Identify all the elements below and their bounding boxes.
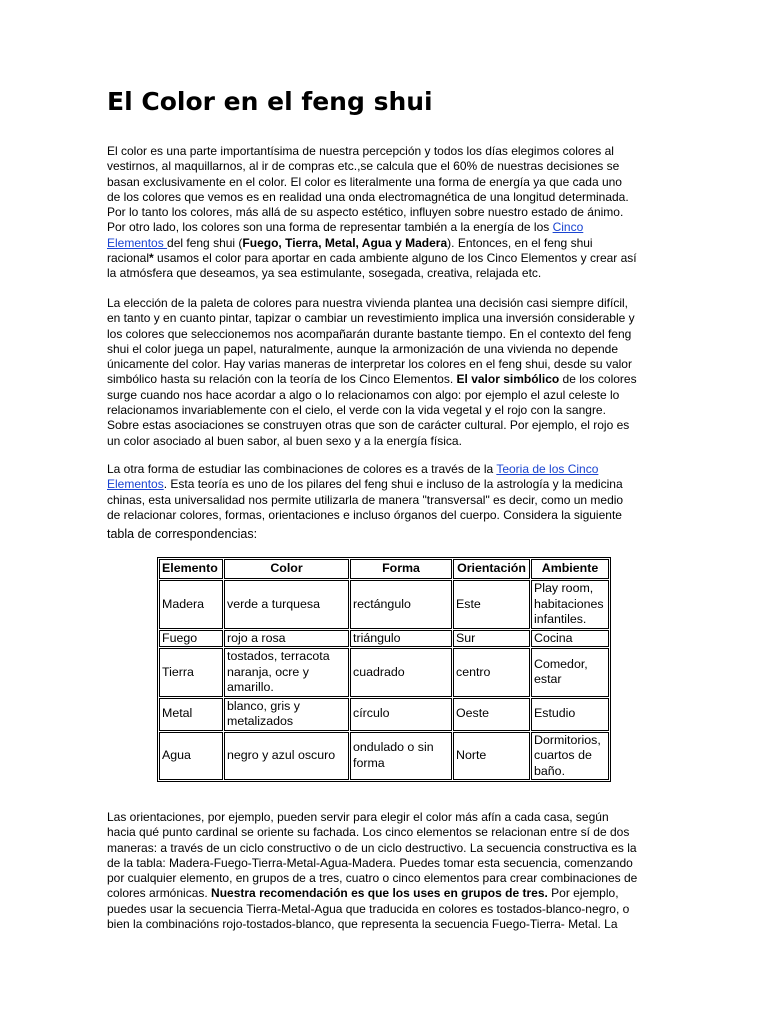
text-line bbox=[107, 477, 667, 492]
text-line: El color es una parte importantísima de nuestra percepción y todos los días elegimos colores al bbox=[107, 144, 614, 158]
table-cell: blanco, gris y metalizados bbox=[224, 698, 349, 731]
table-row bbox=[159, 580, 609, 629]
text-run: del feng shui ( bbox=[167, 235, 243, 250]
text-line bbox=[107, 462, 667, 477]
text-run: ). Entonces, en el feng shui bbox=[447, 235, 593, 250]
table-cell: Play room, habitaciones infantiles. bbox=[531, 580, 609, 629]
bold-valor-simbolico: El valor simbólico bbox=[456, 372, 560, 387]
table-cell: Norte bbox=[453, 732, 530, 781]
text-line: surge cuando nos hace acordar a algo o lo relacionamos con algo: por ejemplo el azul celeste lo bbox=[107, 387, 620, 402]
text-line: de la tabla: Madera-Fuego-Tierra-Metal-Agua-Madera. Puedes tomar esta secuencia, comenzando bbox=[107, 855, 633, 870]
table-cell: triángulo bbox=[350, 630, 452, 648]
text-run: simbólico hasta su relación con la teoría de los Cinco Elementos. bbox=[107, 372, 457, 387]
table-cell: cuadrado bbox=[350, 648, 452, 697]
table-cell: centro bbox=[453, 648, 530, 697]
table-cell: Sur bbox=[453, 630, 530, 648]
column-header-color: Color bbox=[224, 559, 349, 579]
text-line: Sobre estas asociaciones se construyen otras que son de carácter cultural. Por ejemplo, el rojo es bbox=[107, 418, 630, 433]
text-run: . Esta teoría es uno de los pilares del feng shui e incluso de la astrología y la medicina bbox=[163, 477, 623, 492]
paragraph-intro bbox=[107, 144, 667, 282]
table-cell: Oeste bbox=[453, 698, 530, 731]
text-line: un color asociado al buen sabor, al buen sexo y a la energía física. bbox=[107, 433, 462, 448]
text-line: relacionamos invariablemente con el cielo, el verde con la vida vegetal y el rojo con la sangre. bbox=[107, 403, 606, 418]
paragraph-paleta bbox=[107, 296, 667, 449]
table-row bbox=[159, 698, 609, 731]
text-run: de los colores bbox=[559, 372, 637, 387]
table-cell: Tierra bbox=[159, 648, 223, 697]
column-header-orientacion: Orientación bbox=[453, 559, 530, 579]
text-line: Las orientaciones, por ejemplo, pueden servir para elegir el color más afín a cada casa, según bbox=[107, 810, 609, 824]
table-row bbox=[159, 732, 609, 781]
text-line: bien la combinacións rojo-tostados-blanco, que representa la secuencia Fuego-Tierra- Metal. La bbox=[107, 917, 618, 932]
text-line: de relacionar colores, formas, orientaciones e incluso órganos del cuerpo. Considera la siguiente bbox=[107, 507, 622, 522]
text-run: colores armónicas. bbox=[107, 886, 212, 901]
table-cell: Comedor, estar bbox=[531, 648, 609, 697]
text-line: hacia qué punto cardinal se oriente su fachada. Los cinco elementos se relacionan entre sí de dos bbox=[107, 825, 630, 840]
text-line: por cualquier elemento, en grupos de a tres, cuatro o cinco elementos para crear combinaciones de bbox=[107, 871, 638, 886]
text-line: de los colores que vemos es en realidad una onda electromagnética de una longitud determinada. bbox=[107, 189, 629, 204]
table-cell: Fuego bbox=[159, 630, 223, 648]
table-cell: círculo bbox=[350, 698, 452, 731]
link-cinco-elementos-cont[interactable]: Elementos bbox=[107, 235, 168, 250]
text-run: La otra forma de estudiar las combinaciones de colores es a través de la bbox=[107, 462, 497, 476]
table-cell: Agua bbox=[159, 732, 223, 781]
table-cell: rectángulo bbox=[350, 580, 452, 629]
text-run: Por ejemplo, bbox=[547, 886, 619, 901]
paragraph-teoria bbox=[107, 462, 667, 543]
text-line: vestirnos, al maquillarnos, al ir de compras etc.,se calcula que el 60% de nuestras decisiones se bbox=[107, 159, 620, 174]
text-line: en tanto y en cuanto pintar, tapizar o cambiar un revestimiento implica una inversión considerable y bbox=[107, 311, 635, 326]
text-line: la atmósfera que deseamos, ya sea estimulante, sosegada, creativa, relajada etc. bbox=[107, 266, 542, 281]
text-line: chinas, esta universalidad nos permite utilizarla de manera "transversal" es decir, como un medio bbox=[107, 492, 624, 507]
text-line bbox=[107, 251, 667, 266]
text-line: La elección de la paleta de colores para nuestra vivienda plantea una decisión casi siempre difícil, bbox=[107, 296, 628, 310]
table-row bbox=[159, 630, 609, 648]
table-cell: Madera bbox=[159, 580, 223, 629]
text-run: Por otro lado, los colores son una forma de representar también a la energía de los bbox=[107, 220, 553, 235]
table-row bbox=[159, 648, 609, 697]
text-line: únicamente del color. Hay varias maneras de interpretar los colores en el feng shui, desde su valor bbox=[107, 357, 632, 372]
table-cell: ondulado o sin forma bbox=[350, 732, 452, 781]
bold-recomendacion: Nuestra recomendación es que los uses en grupos de tres. bbox=[211, 886, 548, 901]
table-cell: negro y azul oscuro bbox=[224, 732, 349, 781]
text-line: los colores que seleccionemos nos acompañarán durante bastante tiempo. En el contexto del feng bbox=[107, 326, 632, 341]
text-run: usamos el color para aportar en cada ambiente alguno de los Cinco Elementos y crear así bbox=[153, 251, 637, 266]
text-line: basan exclusivamente en el color. El color es literalmente una forma de energía ya que cada uno bbox=[107, 174, 622, 189]
text-line: maneras: a través de un ciclo constructivo o de un ciclo destructivo. La secuencia constructiva es la bbox=[107, 840, 637, 855]
link-cinco-elementos[interactable]: Cinco bbox=[552, 220, 584, 235]
correspondence-table-wrapper bbox=[157, 557, 611, 782]
table-cell: tostados, terracota naranja, ocre y amarillo. bbox=[224, 648, 349, 697]
table-cell: Metal bbox=[159, 698, 223, 731]
text-line bbox=[107, 372, 667, 387]
text-line: puedes usar la secuencia Tierra-Metal-Agua que traducida en colores es tostados-blanco-negro, o bbox=[107, 901, 630, 916]
page-title: El Color en el feng shui bbox=[107, 87, 433, 116]
text-line: shui el color juega un papel, naturalmente, aunque la armonización de una vivienda no depende bbox=[107, 341, 619, 356]
link-teoria-cinco-elementos[interactable]: Teoria de los Cinco bbox=[496, 462, 599, 476]
table-cell: rojo a rosa bbox=[224, 630, 349, 648]
text-line bbox=[107, 236, 667, 251]
link-teoria-cinco-elementos-cont[interactable]: Elementos bbox=[107, 477, 164, 492]
table-cell: Estudio bbox=[531, 698, 609, 731]
column-header-forma: Forma bbox=[350, 559, 452, 579]
text-line: Por lo tanto los colores, más allá de su aspecto estético, influyen sobre nuestro estado de ánimo. bbox=[107, 205, 624, 220]
text-line bbox=[107, 220, 667, 235]
column-header-ambiente: Ambiente bbox=[531, 559, 609, 579]
table-cell: Este bbox=[453, 580, 530, 629]
table-cell: Cocina bbox=[531, 630, 609, 648]
table-cell: Dormitorios, cuartos de baño. bbox=[531, 732, 609, 781]
paragraph-orientaciones bbox=[107, 810, 667, 932]
table-cell: verde a turquesa bbox=[224, 580, 349, 629]
text-line bbox=[107, 886, 667, 901]
text-line: tabla de correspondencias: bbox=[107, 527, 258, 542]
text-run: racional bbox=[107, 251, 150, 266]
column-header-elemento: Elemento bbox=[159, 559, 223, 579]
bold-asterisk: * bbox=[149, 251, 154, 266]
table-header-row bbox=[159, 559, 609, 579]
correspondence-table bbox=[157, 557, 611, 782]
bold-elements: Fuego, Tierra, Metal, Agua y Madera bbox=[242, 235, 448, 250]
